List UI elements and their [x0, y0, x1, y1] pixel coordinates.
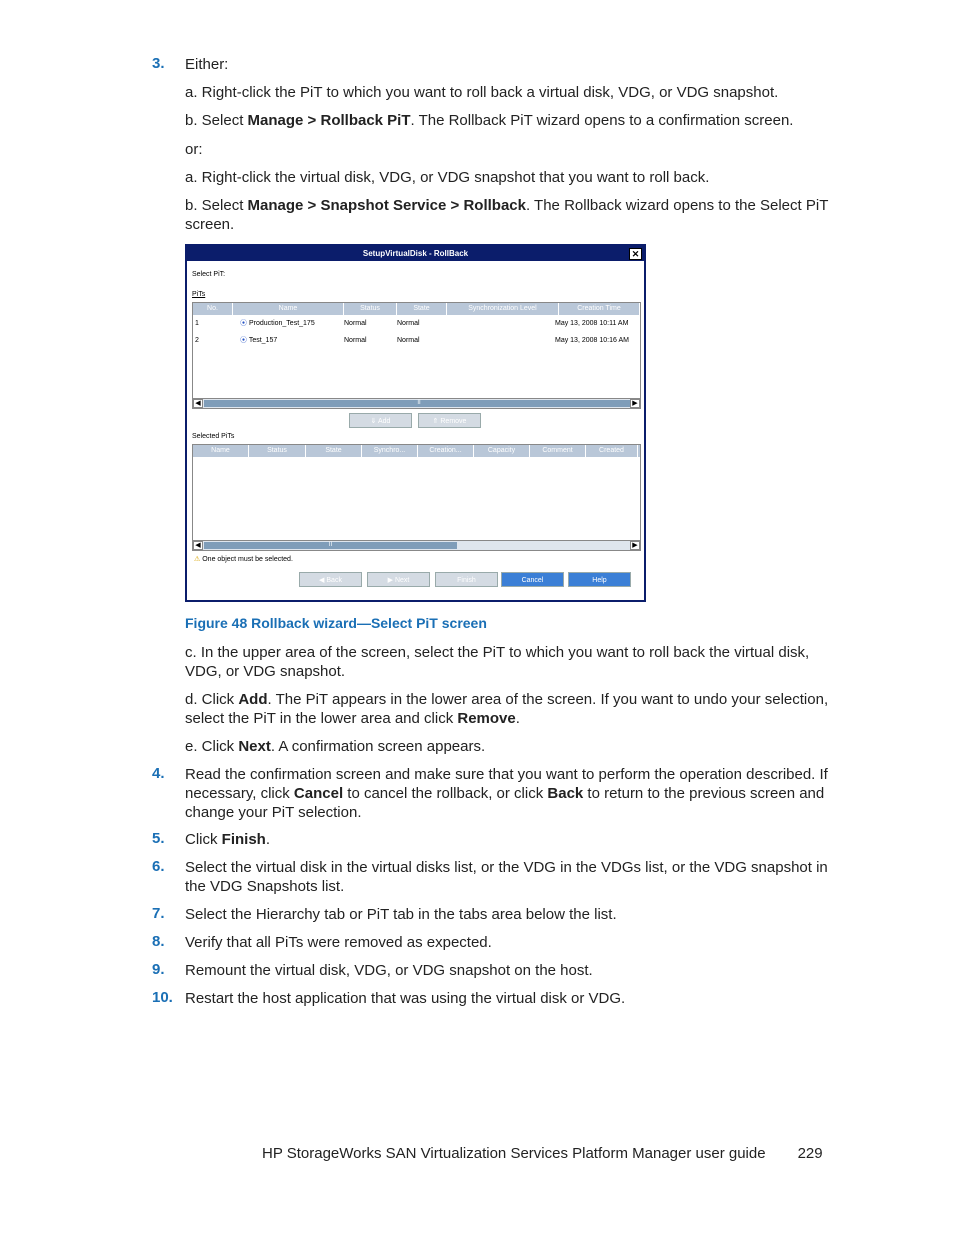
substep-text: e. Click Next. A confirmation screen appears.	[185, 738, 486, 755]
dialog-body	[187, 261, 644, 600]
arrow-left-icon: ◀	[319, 577, 325, 584]
table-cell: 2	[195, 337, 199, 344]
validation-warning: ⚠ One object must be selected.	[194, 556, 293, 563]
column-header[interactable]: State	[306, 445, 362, 457]
column-header[interactable]: No.	[193, 303, 233, 315]
arrow-right-icon: ▶	[387, 577, 394, 584]
column-header[interactable]: Name	[233, 303, 344, 315]
column-header[interactable]: Synchronization Level	[447, 303, 559, 315]
column-header[interactable]: Name	[193, 445, 249, 457]
column-header[interactable]: Created	[586, 445, 638, 457]
arrow-up-icon: ⇑	[432, 418, 439, 425]
page-number: 229	[797, 1145, 823, 1162]
column-header[interactable]: Status	[344, 303, 397, 315]
pit-icon: ⦿	[240, 320, 247, 327]
pits-table-header	[193, 303, 640, 315]
step-number: 6.	[152, 858, 165, 875]
cancel-button[interactable]: Cancel	[501, 572, 564, 587]
substep-text: b. Select Manage > Rollback PiT. The Rollback PiT wizard opens to a confirmation screen.	[185, 112, 794, 129]
step-text: Either:	[185, 56, 229, 73]
selected-pits-label: Selected PiTs	[192, 433, 235, 440]
table-cell: ⦿ Test_157	[240, 337, 278, 344]
column-header[interactable]: Status	[249, 445, 306, 457]
table-cell: Normal	[344, 337, 367, 344]
help-button[interactable]: Help	[568, 572, 631, 587]
column-header[interactable]: Creation Time	[559, 303, 640, 315]
substep-text: c. In the upper area of the screen, select the PiT to which you want to roll back the virtual disk, VDG, or VDG snapshot.	[185, 644, 810, 680]
scroll-right-icon[interactable]: ▶	[630, 541, 640, 550]
scroll-thumb[interactable]: II	[204, 400, 634, 407]
page-footer	[262, 1145, 823, 1162]
table-cell: Normal	[344, 320, 367, 327]
warning-icon: ⚠	[194, 556, 201, 563]
substep-text: b. Select Manage > Snapshot Service > Rollback. The Rollback wizard opens to the Select PiT screen.	[185, 197, 829, 233]
scroll-left-icon[interactable]: ◀	[193, 399, 203, 408]
table-cell: Normal	[397, 320, 420, 327]
step-number: 8.	[152, 933, 165, 950]
rollback-dialog	[185, 244, 646, 602]
table-row[interactable]	[193, 315, 640, 332]
step-text: Restart the host application that was using the virtual disk or VDG.	[185, 990, 626, 1007]
step-number: 4.	[152, 765, 165, 782]
step-number: 5.	[152, 830, 165, 847]
table-cell: May 13, 2008 10:16 AM	[555, 337, 629, 344]
pits-table[interactable]	[192, 302, 641, 400]
step-text: Select the Hierarchy tab or PiT tab in the tabs area below the list.	[185, 906, 617, 923]
table-cell: ⦿ Production_Test_175	[240, 320, 315, 327]
figure-caption: Figure 48 Rollback wizard—Select PiT screen	[185, 615, 487, 631]
finish-button[interactable]: Finish	[435, 572, 498, 587]
table-cell: Normal	[397, 337, 420, 344]
next-button[interactable]: ▶ Next	[367, 572, 430, 587]
back-button[interactable]: ◀ Back	[299, 572, 362, 587]
pit-icon: ⦿	[240, 337, 247, 344]
add-button[interactable]: ⇓ Add	[349, 413, 412, 428]
select-pit-label: Select PiT:	[192, 271, 226, 278]
column-header[interactable]: Capacity	[474, 445, 530, 457]
close-icon[interactable]: ✕	[629, 248, 642, 260]
substep-text: or:	[185, 141, 203, 158]
step-text: Verify that all PiTs were removed as expected.	[185, 934, 492, 951]
substep-text: a. Right-click the PiT to which you want to roll back a virtual disk, VDG, or VDG snapshot.	[185, 84, 779, 101]
horizontal-scrollbar[interactable]	[192, 398, 641, 409]
step-number: 10.	[152, 989, 173, 1006]
column-header[interactable]: State	[397, 303, 447, 315]
scroll-thumb[interactable]: II	[204, 542, 457, 549]
footer-title: HP StorageWorks SAN Virtualization Services Platform Manager user guide	[262, 1145, 766, 1162]
selected-table-header	[193, 445, 640, 457]
step-text: Remount the virtual disk, VDG, or VDG snapshot on the host.	[185, 962, 593, 979]
step-number: 9.	[152, 961, 165, 978]
column-header[interactable]: Creation...	[418, 445, 474, 457]
step-number: 3.	[152, 55, 165, 72]
substep-text: a. Right-click the virtual disk, VDG, or VDG snapshot that you want to roll back.	[185, 169, 710, 186]
horizontal-scrollbar[interactable]	[192, 540, 641, 551]
pits-label: PiTs	[192, 291, 206, 298]
step-text: Select the virtual disk in the virtual disks list, or the VDG in the VDGs list, or the VDG snapshot in the VDG Snapshots list.	[185, 859, 828, 895]
table-cell: 1	[195, 320, 199, 327]
scroll-left-icon[interactable]: ◀	[193, 541, 203, 550]
scroll-right-icon[interactable]: ▶	[630, 399, 640, 408]
table-row[interactable]	[193, 332, 640, 349]
column-header[interactable]: Comment	[530, 445, 586, 457]
table-cell: May 13, 2008 10:11 AM	[555, 320, 629, 327]
substep-text: d. Click Add. The PiT appears in the lower area of the screen. If you want to undo your selection, select the PiT in the lower area and click Remove.	[185, 691, 829, 727]
step-number: 7.	[152, 905, 165, 922]
column-header[interactable]: Synchro...	[362, 445, 418, 457]
step-text: Click Finish.	[185, 831, 271, 848]
arrow-down-icon: ⇓	[370, 418, 377, 425]
selected-pits-table[interactable]	[192, 444, 641, 541]
remove-button[interactable]: ⇑ Remove	[418, 413, 481, 428]
dialog-title: SetupVirtualDisk - RollBack ✕	[187, 246, 644, 261]
step-text: Read the confirmation screen and make sure that you want to perform the operation described. If necessary, click Cancel to cancel the rollback, or click Back to return to the previous screen and change your PiT selection.	[185, 766, 828, 821]
